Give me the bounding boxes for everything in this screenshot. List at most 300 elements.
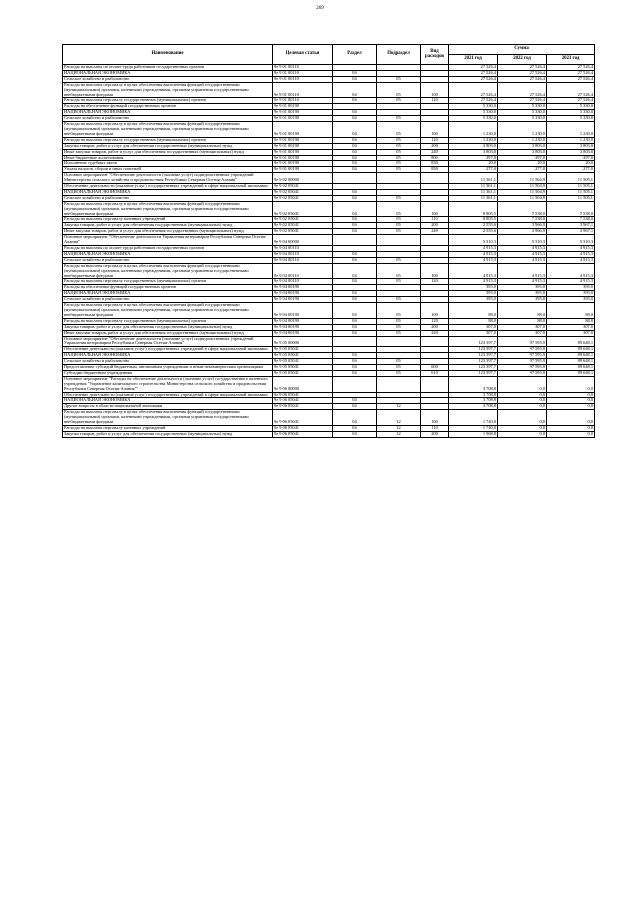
row-target-code: 9е 9 02 05041 — [273, 223, 333, 229]
row-section: 04 — [333, 297, 377, 303]
row-target-code: 9е 9 01 00190 — [273, 167, 333, 173]
row-amount-2023: 3 967,1 — [547, 223, 595, 229]
row-section: 04 — [333, 404, 377, 410]
header-type: Вид расходов — [421, 45, 449, 65]
row-amount-2022: 97 595,9 — [498, 353, 547, 359]
row-expense-type: 200 — [421, 143, 449, 149]
row-target-code: 9е 9 04 00190 — [273, 318, 333, 324]
row-expense-type: 100 — [421, 82, 449, 98]
row-subsection: 05 — [377, 201, 421, 217]
row-expense-type: 830 — [421, 161, 449, 167]
row-target-code: 9е 9 01 00190 — [273, 122, 333, 138]
row-amount-2022: 27 526,4 — [498, 76, 547, 82]
row-subsection: 05 — [377, 359, 421, 365]
row-amount-2021: 4 915,3 — [449, 263, 498, 279]
row-section: 04 — [333, 122, 377, 138]
row-expense-type: 100 — [421, 201, 449, 217]
row-name: Обеспечение деятельности (оказание услуг) государственных учреждений в сфере национальной экономики — [63, 347, 273, 353]
row-expense-type: 850 — [421, 167, 449, 173]
table-header — [63, 45, 595, 65]
row-amount-2021: 11 361,1 — [449, 184, 498, 190]
row-section: 04 — [333, 353, 377, 359]
row-amount-2022: 395,0 — [498, 285, 547, 291]
row-target-code: 9е 9 02 05041 — [273, 201, 333, 217]
row-amount-2022: 4 915,3 — [498, 279, 547, 285]
row-target-code: 9е 9 01 00110 — [273, 98, 333, 104]
header-year-2021: 2021 год — [449, 55, 498, 65]
row-name: Расходы на выплаты персоналу в целях обеспечения выполнения функций государственными (муниципальными) органами, казенными учреждениями, органами управления государственными внебюджетными фондами — [63, 303, 273, 319]
row-expense-type: 610 — [421, 370, 449, 376]
row-subsection: 05 — [377, 279, 421, 285]
row-subsection: 05 — [377, 229, 421, 235]
row-amount-2023: 395,0 — [547, 291, 595, 297]
row-name: Обеспечение деятельности (оказание услуг) государственных учреждений в сфере национальной экономики — [63, 392, 273, 398]
row-subsection: 12 — [377, 426, 421, 432]
row-name: Расходы на выплаты по оплате труда работников государственных органов — [63, 246, 273, 252]
row-amount-2021: 123 397,7 — [449, 347, 498, 353]
row-amount-2023: 89 648,1 — [547, 365, 595, 371]
row-name: НАЦИОНАЛЬНАЯ ЭКОНОМИКА — [63, 189, 273, 195]
row-expense-type: 200 — [421, 223, 449, 229]
row-amount-2021: 123 397,7 — [449, 353, 498, 359]
row-section: 04 — [333, 223, 377, 229]
row-name: НАЦИОНАЛЬНАЯ ЭКОНОМИКА — [63, 251, 273, 257]
row-section: 04 — [333, 318, 377, 324]
row-expense-type: 120 — [421, 279, 449, 285]
row-section: 04 — [333, 263, 377, 279]
row-target-code: 9е 9 04 00190 — [273, 291, 333, 297]
row-amount-2023: 3 967,1 — [547, 229, 595, 235]
row-subsection: 05 — [377, 318, 421, 324]
row-amount-2021: 11 361,1 — [449, 195, 498, 201]
row-amount-2021: 11 361,1 — [449, 173, 498, 184]
row-target-code: 9е 9 01 00110 — [273, 82, 333, 98]
row-expense-type — [421, 173, 449, 184]
row-amount-2023: 3 803,0 — [547, 149, 595, 155]
row-section: 04 — [333, 410, 377, 426]
row-amount-2022: 5 310,3 — [498, 235, 547, 246]
row-target-code: 9е 9 05 05041 — [273, 370, 333, 376]
row-target-code: 9е 9 02 05041 — [273, 184, 333, 190]
row-target-code: 9е 9 04 00110 — [273, 257, 333, 263]
row-expense-type: 100 — [421, 263, 449, 279]
row-amount-2022: 1 230,0 — [498, 137, 547, 143]
row-subsection — [377, 336, 421, 347]
row-section: 04 — [333, 110, 377, 116]
table-row — [63, 82, 595, 98]
row-name: Расходы на выплаты персоналу в целях обеспечения выполнения функций государственными (муниципальными) органами, казенными учреждениями, органами управления государственными внебюджетными фондами — [63, 263, 273, 279]
row-target-code: 9е 9 06 05041 — [273, 410, 333, 426]
row-section: 04 — [333, 155, 377, 161]
table-row — [63, 410, 595, 426]
row-amount-2022: 88,0 — [498, 303, 547, 319]
row-target-code: 9е 9 06 05041 — [273, 392, 333, 398]
row-target-code: 9е 9 02 00000 — [273, 173, 333, 184]
row-amount-2023: 88,0 — [547, 303, 595, 319]
row-amount-2023: 277,0 — [547, 167, 595, 173]
row-target-code: 9е 9 04 00110 — [273, 279, 333, 285]
row-amount-2022: 277,0 — [498, 167, 547, 173]
row-amount-2021: 395,0 — [449, 291, 498, 297]
row-target-code: 9е 9 05 05041 — [273, 353, 333, 359]
row-amount-2023: 4 915,3 — [547, 251, 595, 257]
row-amount-2021: 123 397,7 — [449, 370, 498, 376]
row-amount-2023: 5 330,0 — [547, 104, 595, 110]
row-target-code: 9е 9 05 00000 — [273, 336, 333, 347]
row-section — [333, 336, 377, 347]
row-subsection: 05 — [377, 116, 421, 122]
row-expense-type: 200 — [421, 324, 449, 330]
row-section: 04 — [333, 149, 377, 155]
table-row — [63, 303, 595, 319]
row-amount-2023: 11 505,1 — [547, 189, 595, 195]
row-section: 04 — [333, 98, 377, 104]
row-name: Иные закупки товаров, работ и услуг для обеспечения государственных (муниципальных) нужд — [63, 229, 273, 235]
row-name: НАЦИОНАЛЬНАЯ ЭКОНОМИКА — [63, 291, 273, 297]
row-name: Расходы на обеспечение функций государственных органов — [63, 285, 273, 291]
row-name: Расходы на выплаты персоналу государственных (муниципальных) органов — [63, 98, 273, 104]
row-name: Другие вопросы в области национальной экономики — [63, 404, 273, 410]
row-subsection: 05 — [377, 195, 421, 201]
row-amount-2023: 11 505,1 — [547, 173, 595, 184]
row-expense-type: 100 — [421, 122, 449, 138]
row-name: Сельское хозяйство и рыболовство — [63, 195, 273, 201]
row-amount-2023: 0,0 — [547, 398, 595, 404]
row-amount-2023: 27 526,4 — [547, 76, 595, 82]
row-amount-2022: 5 330,0 — [498, 110, 547, 116]
row-subsection: 05 — [377, 223, 421, 229]
row-target-code: 9е 9 05 05041 — [273, 347, 333, 353]
row-target-code: 9е 9 04 00000 — [273, 235, 333, 246]
row-amount-2023: 5 330,0 — [547, 116, 595, 122]
row-amount-2021: 1 230,0 — [449, 137, 498, 143]
row-expense-type — [421, 376, 449, 392]
row-target-code: 9е 9 01 00110 — [273, 76, 333, 82]
row-section: 04 — [333, 167, 377, 173]
row-target-code: 9е 9 02 05041 — [273, 229, 333, 235]
row-amount-2023: 0,0 — [547, 392, 595, 398]
row-target-code: 9е 9 04 00110 — [273, 251, 333, 257]
table-row — [63, 201, 595, 217]
row-amount-2022: 5 330,0 — [498, 104, 547, 110]
row-target-code: 9е 9 01 00190 — [273, 161, 333, 167]
row-target-code: 9е 9 01 00190 — [273, 143, 333, 149]
row-amount-2021: 307,0 — [449, 330, 498, 336]
row-amount-2022: 0,0 — [498, 426, 547, 432]
row-expense-type: 120 — [421, 98, 449, 104]
row-amount-2023: 4 915,3 — [547, 257, 595, 263]
row-name: Закупка товаров, работ и услуг для обеспечения государственных (муниципальных) нужд — [63, 143, 273, 149]
row-name: Основное мероприятие "Обеспечение деятельности (оказание услуг) подведомственных учреждений Министерства сельского хозяйства и продовольствия Республики Северная Осетия-Алания" — [63, 173, 273, 184]
row-amount-2022: 0,0 — [498, 404, 547, 410]
row-amount-2023: 4 915,3 — [547, 246, 595, 252]
row-section: 04 — [333, 143, 377, 149]
row-amount-2022: 3 803,0 — [498, 143, 547, 149]
row-amount-2023: 88,0 — [547, 318, 595, 324]
header-year-2023: 2023 год — [547, 55, 595, 65]
row-amount-2023: 0,0 — [547, 404, 595, 410]
row-section: 04 — [333, 291, 377, 297]
table-body — [63, 65, 595, 438]
row-amount-2021: 11 361,1 — [449, 189, 498, 195]
row-amount-2021: 123 397,7 — [449, 336, 498, 347]
row-amount-2023: 4 915,3 — [547, 263, 595, 279]
row-subsection: 12 — [377, 404, 421, 410]
row-amount-2023: 1 230,0 — [547, 122, 595, 138]
header-section: Раздел — [333, 45, 377, 65]
row-amount-2022: 5 330,0 — [498, 116, 547, 122]
row-subsection — [377, 235, 421, 246]
row-amount-2021: 5 330,0 — [449, 116, 498, 122]
row-amount-2021: 5 310,3 — [449, 235, 498, 246]
row-amount-2023: 0,0 — [547, 431, 595, 437]
header-year-2022: 2022 год — [498, 55, 547, 65]
row-amount-2023: 4 915,3 — [547, 279, 595, 285]
row-subsection: 05 — [377, 297, 421, 303]
row-amount-2022: 4 915,3 — [498, 263, 547, 279]
row-target-code: 9е 9 01 00190 — [273, 155, 333, 161]
page-number: 269 — [316, 6, 324, 11]
row-section — [333, 173, 377, 184]
row-amount-2022: 11 504,9 — [498, 173, 547, 184]
row-name: Расходы на выплаты персоналу в целях обеспечения выполнения функций государственными (муниципальными) органами, казенными учреждениями, органами управления государственными внебюджетными фондами — [63, 201, 273, 217]
row-amount-2022: 97 595,9 — [498, 365, 547, 371]
row-subsection: 12 — [377, 431, 421, 437]
row-subsection: 05 — [377, 303, 421, 319]
row-amount-2023: 395,0 — [547, 285, 595, 291]
table-row — [63, 173, 595, 184]
row-expense-type: 120 — [421, 318, 449, 324]
row-name: Расходы на выплаты персоналу государственных (муниципальных) органов — [63, 279, 273, 285]
row-subsection: 05 — [377, 143, 421, 149]
table-row — [63, 431, 595, 437]
row-section: 04 — [333, 76, 377, 82]
row-target-code: 9е 9 01 00190 — [273, 149, 333, 155]
row-amount-2021: 8 805,5 — [449, 201, 498, 217]
row-amount-2022: 7 538,0 — [498, 201, 547, 217]
row-section: 04 — [333, 370, 377, 376]
table-row — [63, 235, 595, 246]
row-amount-2021: 3 708,8 — [449, 398, 498, 404]
row-amount-2021: 4 915,3 — [449, 246, 498, 252]
row-subsection: 05 — [377, 155, 421, 161]
row-amount-2023: 307,0 — [547, 324, 595, 330]
row-name: НАЦИОНАЛЬНАЯ ЭКОНОМИКА — [63, 70, 273, 76]
row-amount-2023: 5 310,3 — [547, 235, 595, 246]
row-name: Закупка товаров, работ и услуг для обеспечения государственных (муниципальных) нужд — [63, 431, 273, 437]
row-target-code: 9е 9 05 05041 — [273, 365, 333, 371]
row-amount-2021: 395,0 — [449, 297, 498, 303]
row-amount-2021: 5 330,0 — [449, 110, 498, 116]
row-amount-2022: 3 803,0 — [498, 149, 547, 155]
row-expense-type: 120 — [421, 137, 449, 143]
row-target-code: 9е 9 04 00190 — [273, 324, 333, 330]
row-section: 04 — [333, 251, 377, 257]
row-target-code: 9е 9 01 00110 — [273, 70, 333, 76]
row-section — [333, 235, 377, 246]
row-subsection: 05 — [377, 161, 421, 167]
row-amount-2022: 4 915,3 — [498, 251, 547, 257]
row-amount-2023: 89 648,1 — [547, 353, 595, 359]
row-amount-2021: 8 805,5 — [449, 217, 498, 223]
table-row — [63, 122, 595, 138]
row-expense-type: 240 — [421, 330, 449, 336]
row-section: 04 — [333, 201, 377, 217]
row-amount-2021: 4 915,3 — [449, 257, 498, 263]
row-name: Расходы на выплаты персоналу государственных (муниципальных) органов — [63, 318, 273, 324]
row-amount-2022: 7 538,0 — [498, 217, 547, 223]
row-name: Расходы на обеспечение функций государственных органов — [63, 104, 273, 110]
row-amount-2023: 27 526,4 — [547, 65, 595, 71]
row-section: 04 — [333, 330, 377, 336]
row-name: НАЦИОНАЛЬНАЯ ЭКОНОМИКА — [63, 353, 273, 359]
row-amount-2022: 307,0 — [498, 330, 547, 336]
row-amount-2022: 395,0 — [498, 297, 547, 303]
row-subsection: 05 — [377, 257, 421, 263]
row-target-code: 9е 9 01 00190 — [273, 110, 333, 116]
row-amount-2022: 88,0 — [498, 318, 547, 324]
row-amount-2021: 123 397,7 — [449, 365, 498, 371]
table-row — [63, 376, 595, 392]
row-expense-type — [421, 235, 449, 246]
row-section: 04 — [333, 70, 377, 76]
row-name: Расходы на выплаты персоналу казенных учреждений — [63, 217, 273, 223]
row-amount-2022: 0,0 — [498, 376, 547, 392]
row-amount-2022: 27 526,4 — [498, 82, 547, 98]
row-amount-2023: 7 538,0 — [547, 201, 595, 217]
row-amount-2021: 4 915,3 — [449, 279, 498, 285]
row-amount-2022: 297,0 — [498, 155, 547, 161]
row-section: 04 — [333, 116, 377, 122]
row-amount-2023: 7 538,0 — [547, 217, 595, 223]
row-expense-type: 100 — [421, 410, 449, 426]
row-amount-2021: 3 708,8 — [449, 404, 498, 410]
row-name: Сельское хозяйство и рыболовство — [63, 116, 273, 122]
row-amount-2021: 277,0 — [449, 167, 498, 173]
row-target-code: 9е 9 01 00190 — [273, 137, 333, 143]
row-amount-2023: 11 505,1 — [547, 184, 595, 190]
row-section: 04 — [333, 82, 377, 98]
row-amount-2021: 1 740,0 — [449, 410, 498, 426]
row-target-code: 9е 9 06 05041 — [273, 431, 333, 437]
header-subsection: Подраздел — [377, 45, 421, 65]
row-amount-2021: 307,0 — [449, 324, 498, 330]
row-subsection — [377, 376, 421, 392]
row-amount-2021: 20,0 — [449, 161, 498, 167]
row-expense-type — [421, 336, 449, 347]
row-amount-2023: 3 803,0 — [547, 143, 595, 149]
row-amount-2021: 3 708,8 — [449, 392, 498, 398]
row-target-code: 9е 9 02 05041 — [273, 217, 333, 223]
row-section: 04 — [333, 279, 377, 285]
row-amount-2021: 297,0 — [449, 155, 498, 161]
row-subsection: 05 — [377, 217, 421, 223]
row-name: Расходы на выплаты персоналу казенных учреждений — [63, 426, 273, 432]
row-subsection: 05 — [377, 324, 421, 330]
row-target-code: 9е 9 02 05041 — [273, 195, 333, 201]
row-section: 04 — [333, 137, 377, 143]
row-subsection: 05 — [377, 82, 421, 98]
row-name: Расходы на выплаты персоналу в целях обеспечения выполнения функций государственными (муниципальными) органами, казенными учреждениями, органами управления государственными внебюджетными фондами — [63, 410, 273, 426]
row-amount-2021: 88,0 — [449, 318, 498, 324]
row-amount-2022: 0,0 — [498, 410, 547, 426]
row-amount-2022: 0,0 — [498, 431, 547, 437]
row-name: Расходы на выплаты персоналу государственных (муниципальных) органов — [63, 137, 273, 143]
row-expense-type: 100 — [421, 303, 449, 319]
row-name: Уплата налогов, сборов и иных платежей — [63, 167, 273, 173]
row-subsection: 05 — [377, 98, 421, 104]
row-name: Закупка товаров, работ и услуг для обеспечения государственных (муниципальных) нужд — [63, 324, 273, 330]
row-amount-2023: 89 648,1 — [547, 370, 595, 376]
row-amount-2022: 307,0 — [498, 324, 547, 330]
row-amount-2022: 4 915,3 — [498, 246, 547, 252]
row-target-code: 9е 9 04 00190 — [273, 285, 333, 291]
row-amount-2021: 4 915,3 — [449, 251, 498, 257]
row-section: 04 — [333, 365, 377, 371]
row-amount-2021: 1 740,0 — [449, 426, 498, 432]
row-target-code: 9е 9 05 05041 — [273, 359, 333, 365]
row-section: 04 — [333, 359, 377, 365]
row-amount-2023: 11 505,1 — [547, 195, 595, 201]
row-amount-2022: 97 595,9 — [498, 347, 547, 353]
row-amount-2023: 395,0 — [547, 297, 595, 303]
row-expense-type: 800 — [421, 155, 449, 161]
row-amount-2022: 0,0 — [498, 398, 547, 404]
row-amount-2022: 27 526,4 — [498, 70, 547, 76]
row-amount-2021: 1 230,0 — [449, 122, 498, 138]
row-section: 04 — [333, 324, 377, 330]
row-section: 04 — [333, 257, 377, 263]
row-amount-2021: 27 526,4 — [449, 65, 498, 71]
row-amount-2023: 27 526,4 — [547, 70, 595, 76]
row-expense-type: 240 — [421, 149, 449, 155]
row-amount-2021: 27 526,4 — [449, 98, 498, 104]
row-amount-2021: 27 526,4 — [449, 76, 498, 82]
row-expense-type: 240 — [421, 229, 449, 235]
row-amount-2021: 123 397,7 — [449, 359, 498, 365]
row-amount-2023: 297,0 — [547, 155, 595, 161]
row-expense-type: 200 — [421, 431, 449, 437]
row-amount-2021: 3 803,0 — [449, 149, 498, 155]
header-code: Целевая статья — [273, 45, 333, 65]
row-name: Исполнение судебных актов — [63, 161, 273, 167]
row-amount-2022: 97 595,9 — [498, 370, 547, 376]
row-section: 04 — [333, 195, 377, 201]
row-amount-2021: 3 803,0 — [449, 143, 498, 149]
row-amount-2022: 3 966,9 — [498, 229, 547, 235]
table-row — [63, 336, 595, 347]
row-name: Расходы на выплаты по оплате труда работников государственных органов — [63, 65, 273, 71]
row-amount-2022: 11 504,9 — [498, 184, 547, 190]
row-amount-2022: 4 915,3 — [498, 257, 547, 263]
row-amount-2022: 0,0 — [498, 392, 547, 398]
row-name: Основное мероприятие "Обеспечение деятельности (оказание услуг) подведомственных учреждений Управления ветеринарии Республики Северная Осетия-Алания" — [63, 336, 273, 347]
row-amount-2023: 0,0 — [547, 376, 595, 392]
table-row — [63, 263, 595, 279]
row-section: 04 — [333, 217, 377, 223]
row-name: Субсидии бюджетным учреждениям — [63, 370, 273, 376]
row-name: Закупка товаров, работ и услуг для обеспечения государственных (муниципальных) нужд — [63, 223, 273, 229]
row-subsection: 12 — [377, 410, 421, 426]
row-section: 04 — [333, 229, 377, 235]
row-subsection: 05 — [377, 365, 421, 371]
row-amount-2021: 27 526,4 — [449, 82, 498, 98]
row-amount-2023: 20,0 — [547, 161, 595, 167]
row-amount-2021: 27 526,4 — [449, 70, 498, 76]
row-amount-2022: 97 595,9 — [498, 336, 547, 347]
budget-table — [62, 44, 595, 438]
row-expense-type: 110 — [421, 217, 449, 223]
